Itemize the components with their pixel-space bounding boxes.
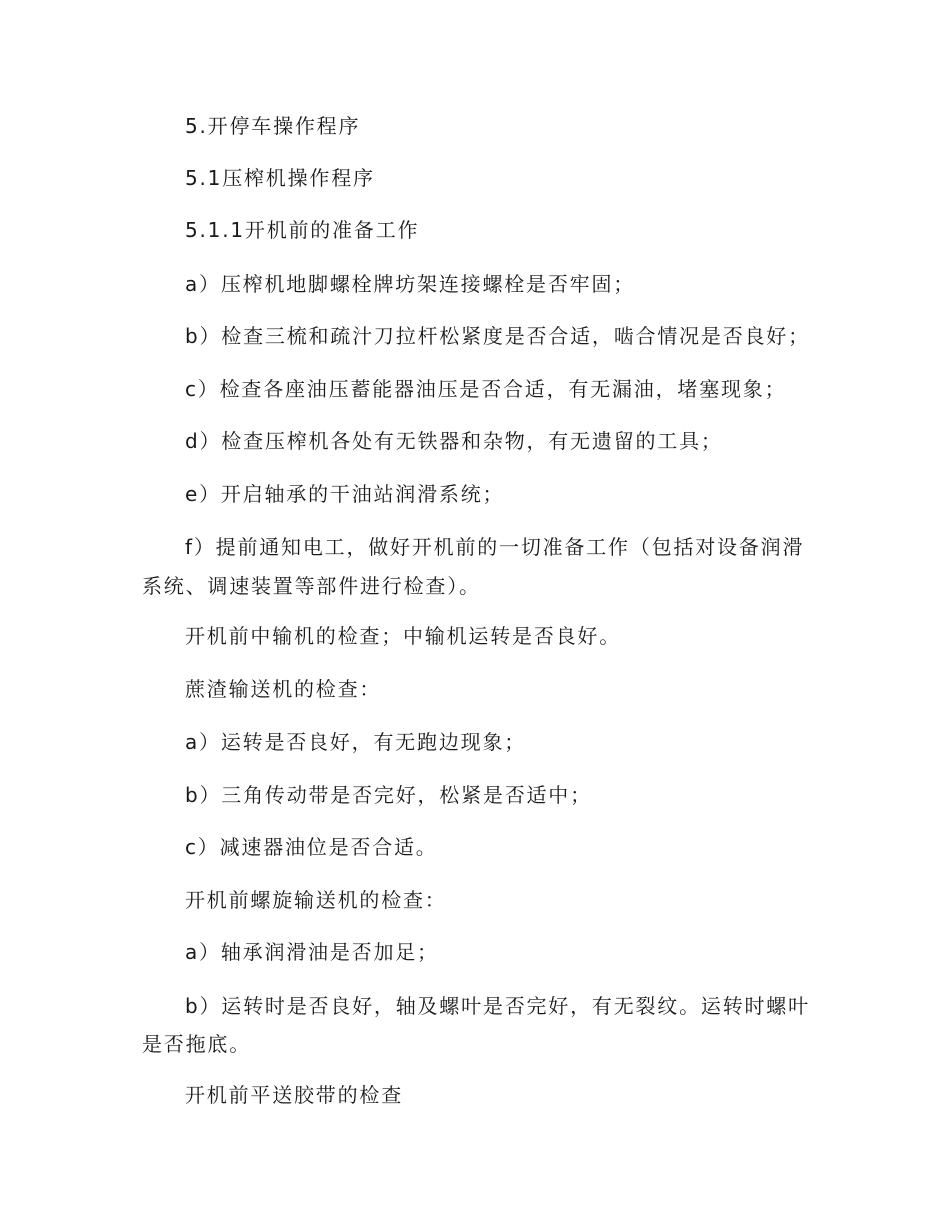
paragraph-line-continued: 系统、调速装置等部件进行检查）。	[142, 574, 481, 598]
paragraph-line: b）运转时是否良好，轴及螺叶是否完好，有无裂纹。运转时螺叶	[185, 994, 810, 1018]
section-heading: 5.开停车操作程序	[185, 114, 361, 138]
subsection-heading: 5.1压榨机操作程序	[185, 166, 375, 190]
paragraph-line: d）检查压榨机各处有无铁器和杂物，有无遗留的工具；	[185, 429, 723, 453]
paragraph-line: b）检查三梳和疏汁刀拉杆松紧度是否合适，啮合情况是否良好；	[185, 324, 810, 348]
paragraph-line: a）轴承润滑油是否加足；	[185, 940, 439, 964]
paragraph-line: f）提前通知电工，做好开机前的一切准备工作（包括对设备润滑	[185, 535, 805, 559]
paragraph-line: 开机前中输机的检查；中输机运转是否良好。	[185, 624, 621, 648]
paragraph-line-continued: 是否拖底。	[142, 1032, 251, 1056]
paragraph-line: e）开启轴承的干油站润滑系统；	[185, 482, 505, 506]
paragraph-line: b）三角传动带是否完好，松紧是否适中；	[185, 783, 592, 807]
paragraph-line: a）压榨机地脚螺栓牌坊架连接螺栓是否牢固；	[185, 272, 636, 296]
paragraph-line: a）运转是否良好，有无跑边现象；	[185, 730, 527, 754]
paragraph-line: 开机前螺旋输送机的检查：	[185, 888, 447, 912]
paragraph-line: c）检查各座油压蓄能器油压是否合适，有无漏油，堵塞现象；	[185, 377, 787, 401]
paragraph-line: c）减速器油位是否合适。	[185, 835, 438, 859]
paragraph-line: 开机前平送胶带的检查	[185, 1083, 403, 1107]
subsubsection-heading: 5.1.1开机前的准备工作	[185, 218, 420, 242]
paragraph-line: 蔗渣输送机的检查：	[185, 677, 382, 701]
